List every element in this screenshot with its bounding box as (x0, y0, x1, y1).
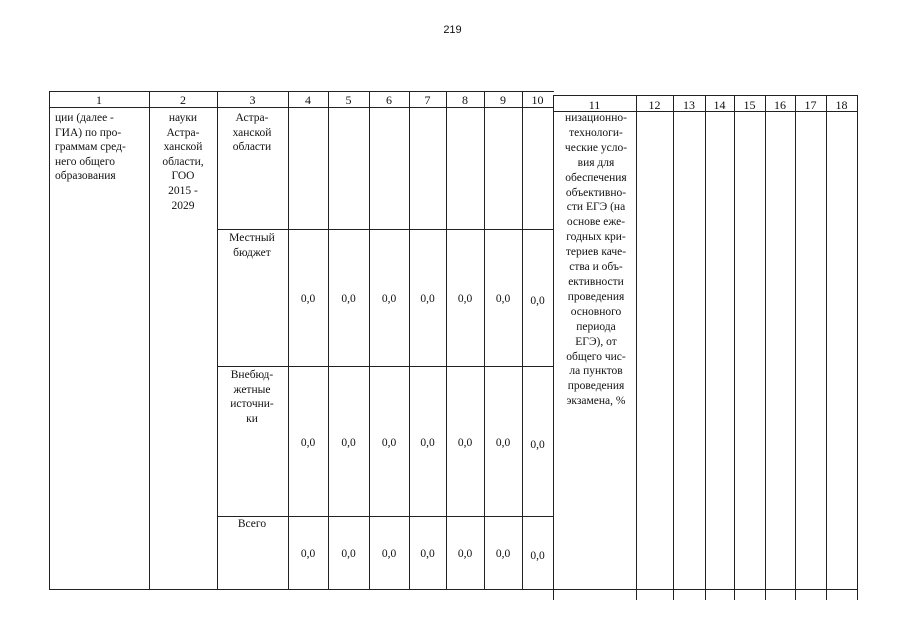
col11-line: проведения (567, 380, 625, 393)
col3-local-budget (220, 231, 284, 260)
col11-line: ективности (568, 275, 624, 288)
table-rule (446, 91, 447, 589)
table-rule (484, 91, 485, 589)
column-header: 5 (345, 93, 352, 107)
value-cell: 0,0 (530, 295, 545, 307)
col11-line: основного (570, 305, 622, 318)
col1-line: образования (55, 170, 116, 183)
value-cell: 0,0 (300, 293, 316, 305)
value-cell: 0,0 (420, 548, 435, 560)
col3-line: ки (246, 412, 258, 425)
col11-line: териев каче- (565, 246, 627, 259)
table-rule (217, 91, 218, 589)
col3-line: области (232, 141, 272, 154)
table-rule (765, 95, 766, 600)
table-rule (636, 95, 637, 600)
value-cell: 0,0 (300, 437, 316, 449)
value-cell: 0,0 (457, 437, 473, 449)
col3-region (220, 111, 284, 155)
column-header: 12 (648, 98, 661, 112)
col2-text (151, 111, 215, 213)
col11-line: проведения (567, 290, 625, 303)
col11-line: годных кри- (566, 231, 626, 244)
col11-line: ла пунктов (569, 365, 623, 378)
value-cell: 0,0 (341, 437, 356, 449)
column-header: 16 (774, 98, 786, 112)
value-cell: 0,0 (495, 437, 511, 449)
col2-line: Астра- (166, 126, 200, 139)
column-header: 15 (743, 98, 756, 112)
value-cell: 0,0 (495, 548, 511, 560)
column-header: 14 (713, 98, 726, 112)
table-rule (705, 95, 706, 600)
col2-line: области, (162, 155, 204, 168)
col3-line: Местный (229, 232, 275, 244)
col11-line: технологи- (569, 126, 623, 139)
col11-line: сти ЕГЭ (на (566, 201, 626, 214)
col11-line: экзамена, % (566, 395, 626, 408)
column-header: 1 (96, 93, 102, 107)
column-header: 13 (683, 98, 695, 112)
column-header: 6 (386, 93, 392, 107)
table-rule (49, 589, 858, 590)
value-cell: 0,0 (530, 439, 545, 451)
column-header: 2 (180, 93, 186, 107)
table-rule (49, 91, 554, 92)
col11-line: ческие усло- (564, 141, 628, 154)
value-cell: 0,0 (341, 293, 356, 305)
column-header: 10 (531, 93, 544, 107)
table-rule (673, 95, 674, 600)
table-rule (553, 95, 554, 600)
value-cell: 0,0 (381, 548, 397, 560)
table-rule (49, 107, 554, 108)
col11-line: периода (576, 320, 616, 333)
column-header: 7 (424, 93, 431, 107)
value-cell: 0,0 (420, 437, 435, 449)
col11-line: вия для (577, 156, 615, 169)
col11-line: ЕГЭ), от (575, 335, 617, 348)
value-cell: 0,0 (457, 293, 473, 305)
col3-line: бюджет (233, 246, 271, 259)
col3-line: Астра- (235, 112, 269, 124)
col1-line: него общего (55, 155, 116, 168)
table-rule (734, 95, 735, 600)
table-rule (795, 95, 796, 600)
col3-line: жетные (233, 383, 271, 396)
page-number: 219 (443, 24, 462, 36)
column-header: 18 (835, 98, 848, 112)
table-rule (857, 95, 858, 600)
table-rule (409, 91, 410, 589)
col11-line: обеспечения (565, 171, 627, 184)
value-cell: 0,0 (530, 550, 545, 562)
col2-line: 2015 - (168, 184, 198, 197)
table-rule (49, 91, 50, 589)
table-rule (826, 95, 827, 600)
value-cell: 0,0 (300, 548, 316, 560)
column-header: 17 (804, 98, 817, 112)
table-rule (149, 91, 150, 589)
col3-extra-budget (220, 368, 284, 426)
value-cell: 0,0 (381, 437, 397, 449)
col2-line: 2029 (171, 199, 195, 212)
col1-line: граммам сред- (55, 141, 126, 154)
value-cell: 0,0 (381, 293, 397, 305)
col11-line: общего чис- (566, 350, 626, 363)
table-rule (369, 91, 370, 589)
table-rule (217, 229, 554, 230)
col2-line: ханской (163, 141, 203, 154)
column-header: 9 (500, 93, 506, 107)
col3-line: источни- (230, 398, 274, 411)
table-rule (522, 91, 523, 589)
col1-line: ции (далее - (55, 112, 114, 124)
column-header: 3 (249, 93, 256, 107)
column-header: 4 (305, 93, 311, 107)
col11-line: основе еже- (566, 216, 626, 229)
col3-line: Всего (237, 518, 267, 530)
column-header: 8 (462, 93, 468, 107)
col11-line: низационно- (565, 112, 627, 124)
col3-line: Внебюд- (230, 369, 274, 381)
table-rule (288, 91, 289, 589)
table-rule (217, 366, 554, 367)
col2-line: науки (168, 112, 198, 124)
value-cell: 0,0 (495, 293, 511, 305)
column-header: 11 (588, 98, 601, 112)
col3-line: ханской (232, 126, 272, 139)
col11-text (557, 111, 635, 409)
value-cell: 0,0 (341, 548, 356, 560)
table-rule (328, 91, 329, 589)
col1-text (55, 111, 145, 184)
value-cell: 0,0 (457, 548, 473, 560)
col11-line: объективно- (565, 186, 627, 199)
col11-line: ства и объ- (569, 261, 623, 274)
col2-line: ГОО (171, 170, 195, 183)
col3-total (220, 517, 284, 532)
col1-line: ГИА) по про- (55, 126, 122, 139)
value-cell: 0,0 (420, 293, 435, 305)
